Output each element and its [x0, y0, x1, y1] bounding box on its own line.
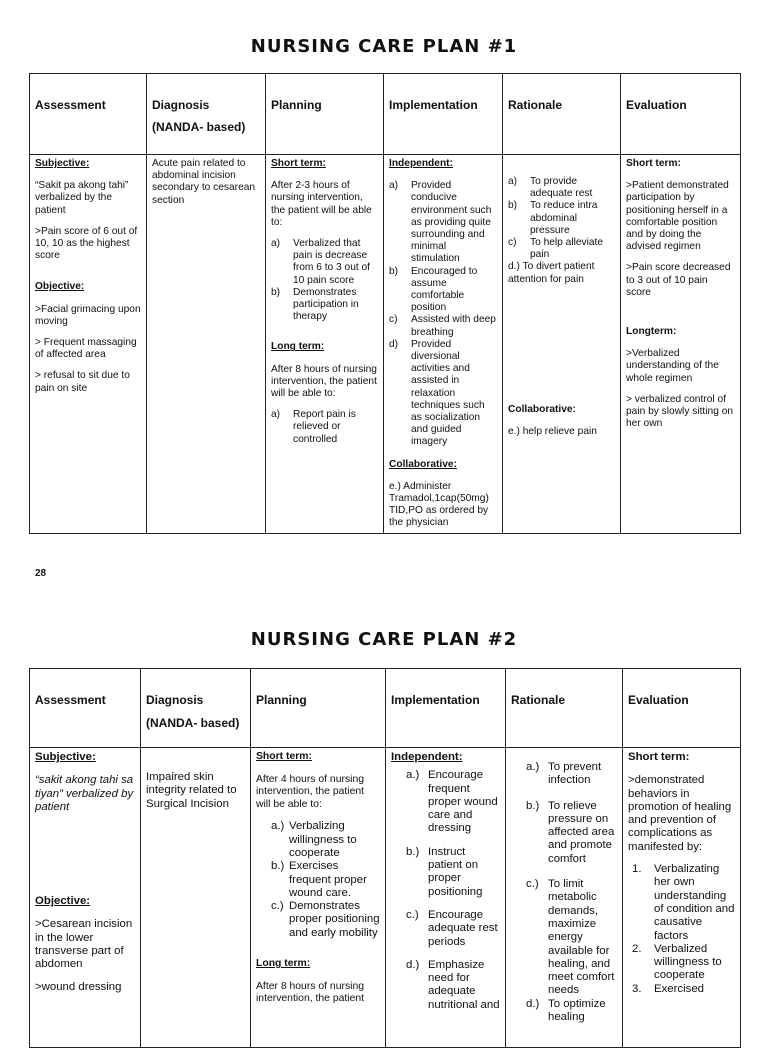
long-term-label: Longterm: [626, 326, 677, 338]
objective-item: > refusal to sit due to pain on site [35, 370, 130, 394]
action-item: c) Assisted with deep breathing [389, 314, 496, 338]
short-term-label: Short term: [628, 751, 690, 763]
plan2-implementation-cell [386, 748, 506, 1048]
pain-score: >Pain score of 6 out of 10, 10 as the highest score [35, 225, 138, 262]
rationale-item: b) To reduce intra abdominal pressure [508, 200, 598, 236]
diagnosis-text: Acute pain related to abdominal incision secondary to cesarean section [152, 158, 256, 206]
goal-item: a.) Verbalizing willingness to cooperate [271, 820, 357, 859]
action-item: b) Encouraged to assume comfortable position [389, 265, 478, 314]
long-term-label: Long term: [256, 958, 311, 970]
header-diagnosis: Diagnosis (NANDA- based) [141, 669, 251, 748]
plan1-title: NURSING CARE PLAN #1 [250, 36, 518, 57]
header-evaluation: Evaluation [621, 74, 741, 155]
collaborative-label: Collaborative: [508, 403, 576, 415]
header-evaluation: Evaluation [623, 669, 741, 748]
subjective-label: Subjective: [35, 158, 90, 169]
goal-item: c.) Demonstrates proper positioning and early mobility [271, 900, 380, 939]
short-term-intro: After 4 hours of nursing intervention, the patient will be able to: [256, 773, 365, 810]
subjective-quote: “sakit akong tahi sa tiyan” verbalized by patient [35, 774, 134, 813]
rationale-item-d: d.) To divert patient attention for pain [508, 261, 595, 285]
goal-item: a) Report pain is relieved or controlled [271, 409, 356, 445]
short-term-intro: After 2-3 hours of nursing intervention, the patient will be able to: [271, 180, 372, 228]
evaluation-text: >Pain score decreased to 3 out of 10 pain score [626, 262, 731, 298]
header-rationale: Rationale [506, 669, 623, 748]
short-term-label: Short term: [256, 751, 312, 762]
plan1-table [29, 73, 741, 534]
objective-item: >wound dressing [35, 980, 122, 993]
rationale-item: b.) To relieve pressure on affected area and promote comfort [526, 799, 615, 865]
plan2-planning-cell [251, 748, 386, 1048]
short-term-goals [271, 820, 380, 940]
independent-actions [406, 769, 500, 1012]
goal-item: b.) Exercises frequent proper wound care. [271, 860, 367, 899]
long-term-label: Long term: [271, 341, 325, 353]
evaluation-list [632, 863, 735, 996]
goal-item: a) Verbalized that pain is decrease from 6 to 3 out of 10 pain score [271, 238, 371, 286]
rationale-item-e: e.) help relieve pain [508, 426, 597, 438]
header-implementation: Implementation [386, 669, 506, 748]
header-nanda: (NANDA- based) [152, 120, 246, 135]
plan2-rationale-cell [506, 748, 623, 1048]
plan2-evaluation-cell [623, 748, 741, 1048]
goal-item: b) Demonstrates participation in therapy [271, 286, 359, 323]
subjective-label: Subjective: [35, 751, 96, 763]
plan1-rationale-cell [503, 155, 621, 534]
rationale-list [526, 761, 617, 1024]
independent-label: Independent: [389, 158, 453, 169]
header-rationale: Rationale [503, 74, 621, 155]
evaluation-text: >demonstrated behaviors in promotion of healing and prevention of complications as manifested by: [628, 774, 732, 853]
evaluation-text: >Patient demonstrated participation by positioning herself in a comfortable position and by doing the advised regimen [626, 180, 729, 253]
action-item: d) Provided diversional activities and assisted in relaxation techniques such as socialization and guided imagery [389, 338, 485, 448]
header-assessment: Assessment [30, 669, 141, 748]
plan2-assessment-cell [30, 748, 141, 1048]
objective-label: Objective: [35, 895, 91, 908]
rationale-item: c) To help alleviate pain [508, 237, 604, 261]
objective-item: >Facial grimacing upon moving [35, 303, 141, 327]
plan1-planning-cell [266, 155, 384, 534]
plan1-implementation-cell [384, 155, 503, 534]
rationale-item: a.) To prevent infection [526, 761, 602, 787]
long-term-intro: After 8 hours of nursing intervention, the patient will be able to: [271, 363, 377, 400]
evaluation-item: 1. Verbalizating her own understanding of condition and causative factors [632, 863, 735, 942]
plan1-evaluation-cell [621, 155, 741, 534]
short-term-goals [271, 238, 378, 323]
short-term-label: Short term: [626, 158, 681, 169]
plan1-body-row [30, 155, 741, 534]
header-assessment: Assessment [30, 74, 147, 155]
evaluation-item: 2. Verbalized willingness to cooperate [632, 942, 722, 982]
objective-item: >Cesarean incision in the lower transverse part of abdomen [35, 918, 133, 971]
page-number: 28 [35, 568, 47, 579]
independent-actions [389, 180, 497, 448]
independent-label: Independent: [391, 751, 463, 763]
header-planning: Planning [266, 74, 384, 155]
plan1-assessment-cell [30, 155, 147, 534]
rationale-list [508, 176, 615, 261]
evaluation-item: 3. Exercised [632, 982, 705, 995]
action-item: c.) Encourage adequate rest periods [406, 908, 498, 948]
action-item: d.) Emphasize need for adequate nutritional and [406, 958, 500, 1011]
header-nanda: (NANDA- based) [146, 716, 240, 731]
collaborative-action: e.) Administer Tramadol,1cap(50mg) TID,PO as ordered by the physician [389, 480, 489, 529]
plan1-diagnosis-cell [147, 155, 266, 534]
objective-item: > Frequent massaging of affected area [35, 337, 137, 361]
collaborative-label: Collaborative: [389, 458, 457, 470]
rationale-item: d.) To optimize healing [526, 997, 606, 1024]
action-item: a) Provided conducive environment such as providing quite surrounding and minimal stimulation [389, 180, 492, 265]
plan2-header-row [30, 669, 741, 748]
plan2-body-row [30, 748, 741, 1048]
evaluation-text: >Verbalized understanding of the whole regimen [626, 348, 719, 384]
action-item: b.) Instruct patient on proper positioning [406, 845, 483, 898]
plan2-diagnosis-cell [141, 748, 251, 1048]
rationale-item: c.) To limit metabolic demands, maximize energy available for healing, and meet comfort needs [526, 878, 615, 997]
short-term-label: Short term: [271, 158, 326, 169]
diagnosis-text: Impaired skin integrity related to Surgical Incision [146, 771, 237, 810]
header-diagnosis: Diagnosis (NANDA- based) [147, 74, 266, 155]
plan1-header-row [30, 74, 741, 155]
header-implementation: Implementation [384, 74, 503, 155]
long-term-intro: After 8 hours of nursing intervention, the patient [256, 980, 365, 1005]
objective-label: Objective: [35, 281, 85, 293]
action-item: a.) Encourage frequent proper wound care and dressing [406, 769, 498, 835]
long-term-goals [271, 409, 378, 446]
plan2-table [29, 668, 741, 1048]
evaluation-text: > verbalized control of pain by slowly sitting on her own [626, 393, 734, 430]
header-planning: Planning [251, 669, 386, 748]
subjective-quote: “Sakit pa akong tahi” verbalized by the patient [35, 180, 129, 216]
plan2-title: NURSING CARE PLAN #2 [250, 629, 518, 650]
rationale-item: a) To provide adequate rest [508, 176, 593, 200]
